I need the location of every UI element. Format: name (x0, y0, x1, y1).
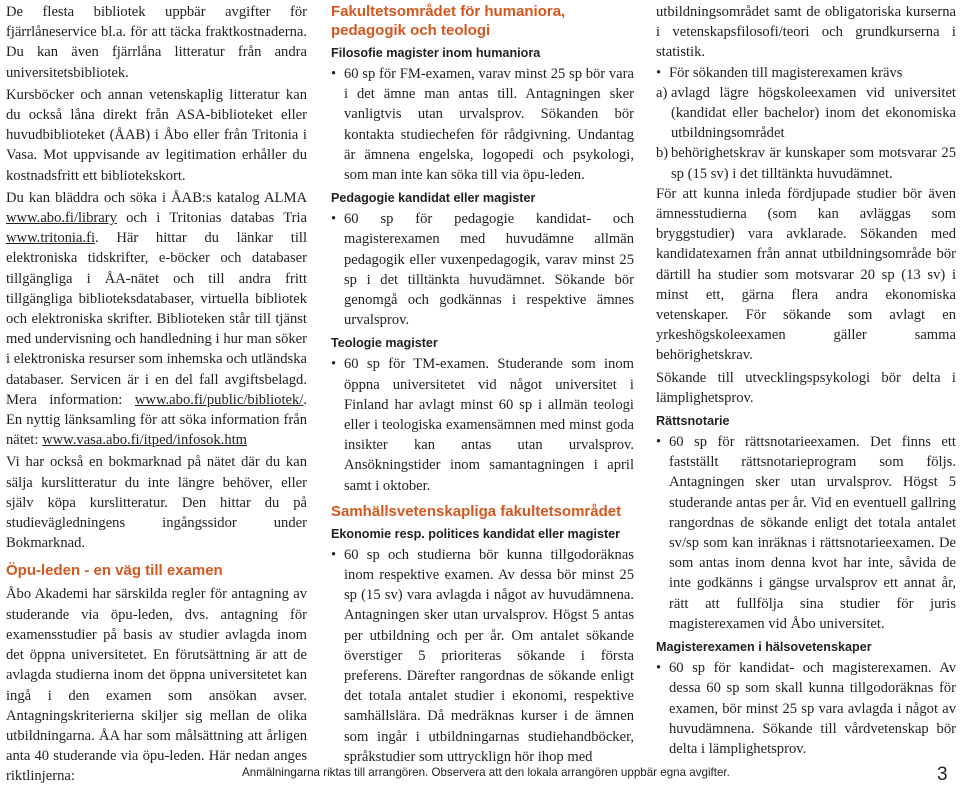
item-b (656, 143, 956, 183)
bullet-fm: • 60 sp för FM-examen, varav minst 25 sp bör vara i det ämne man antas till. Antagningen sker vanligtvis utan urvalsprov. Sökanden bör kontakta studiechefen för rådgivning. Undantag är ämnena engelska, logopedi och psykologi, som man inte kan söka till via öpu-leden. (331, 64, 634, 185)
link-tritonia[interactable]: www.tritonia.fi (6, 230, 96, 247)
link-infosok[interactable]: www.vasa.abo.fi/itped/infosok.htm (42, 432, 248, 449)
subheading-teologie: Teologie magister (331, 336, 438, 351)
column-middle (331, 2, 634, 767)
paragraph-opu-leden: Åbo Akademi har särskilda regler för antagning av studerande via öpu-leden, dvs. antagning för examensstudier på basis av studier avlagda inom det öppna universitetet. En förutsättning är att de avlagda studierna inom det öppna universitetet kan ingå i den examen som ansökan avser. Antagningskriterierna skiljer sig mellan de olika utbildningarna. ÅA har som målsättning att årligen anta 40 studerande via öpu-leden. Här nedan anges riktlinjerna: (6, 586, 307, 785)
bullet-ekonomie: • 60 sp och studierna bör kunna tillgodoräknas inom respektive examen. Av dessa bör minst 25 sp (15 sv) vara avlagda i något av huvudämnena. Antagningen sker utan urvalsprov. Högst 5 antas per utbildning och per år. Om antalet sökande överstiger 5 prioriteras sökande i första preferens. Därefter rangordnas de sökande enligt det totala antalet studier i ekonomi, respektive samhällslära. Då medräknas kurser i de ämnen som ingår i utbildningarnas studiehandböcker, språkstudier som uttrycklign hör ihop med (331, 545, 634, 767)
catalog-text-1: Du kan bläddra och söka i ÅAB:s katalog ALMA (6, 189, 307, 206)
catalog-text-3: . Här hittar du länkar till elektroniska tidskrifter, e-böcker och databaser tillgängliga i ÅA-nätet och till andra fritt tillgängliga biblioteksdatabaser, virtuella bibliotek och elektroniska skrifter. Biblioteken står till tjänst med undervisning och handledning i hur man söker i elektroniska resurser som inhemska och utländska databaser. Servicen är i en del fall avgiftsbelagd. Mera information: (6, 230, 307, 408)
subheading-rattsnotarie: Rättsnotarie (656, 414, 730, 429)
item-a-label: a) (656, 84, 668, 101)
heading-humaniora: Fakultetsområdet för humaniora, pedagogik och teologi (331, 3, 566, 39)
subheading-ekonomie: Ekonomie resp. politices kandidat eller magister (331, 526, 621, 541)
subheading-pedagogie: Pedagogie kandidat eller magister (331, 191, 536, 206)
link-abo-public-bibliotek[interactable]: www.abo.fi/public/bibliotek/ (134, 391, 304, 408)
paragraph-psychology: Sökande till utvecklingspsykologi bör delta i lämplighetsprov. (656, 369, 956, 406)
footer-note: Anmälningarna riktas till arrangören. Observera att den lokala arrangören uppbär egna avgifter. (242, 766, 730, 779)
bullet-halsovetenskaper: • 60 sp för kandidat- och magisterexamen. Av dessa 60 sp som skall kunna tillgodoräknas för examen, bör minst 25 sp vara avlagda i något av huvudämnena. Sökande till vårdvetenskap bör delta i lämplighetsprov. (656, 658, 956, 759)
bullet-pedagogie: • 60 sp för pedagogie kandidat- och magisterexamen med huvudämne allmän pedagogik eller vuxenpedagogik, varav minst 25 sp i det tilltänkta huvudämnet. Sökande bör genomgå och godkännas i respektive ämnes urvalsprov. (331, 209, 634, 330)
heading-samhallsvetenskap: Samhällsvetenskapliga fakultetsområdet (331, 502, 622, 520)
item-a (656, 83, 956, 144)
catalog-text-4: . En nyttig länksamling för att söka information från nätet: (6, 391, 307, 449)
paragraph-interlibrary-loan: De flesta bibliotek uppbär avgifter för fjärrlåneservice bl.a. för att täcka fraktkostnaderna. Du kan även fjärrlåna litteratur från andra universitetsbibliotek. (6, 4, 307, 81)
subheading-fm: Filosofie magister inom humaniora (331, 46, 541, 60)
item-a-text: avlagd lägre högskoleexamen vid universitet (kandidat eller bachelor) inom det ekonomiska utbildningsområdet (671, 84, 956, 142)
item-b-label: b) (656, 145, 669, 162)
column-left (6, 2, 307, 787)
paragraph-continuation: utbildningsområdet samt de obligatoriska kurserna i vetenskapsfilosofi/teori och grundkurserna i statistik. (656, 4, 956, 61)
column-right (656, 2, 956, 759)
link-abo-library[interactable]: www.abo.fi/library (6, 210, 117, 227)
page-number: 3 (937, 764, 948, 785)
paragraph-course-books: Kursböcker och annan vetenskaplig litteratur kan du också låna direkt från ASA-biblioteket eller huvudbiblioteket (ÅAB) i Åbo eller från Tritonia i Vasa. Mot uppvisande av legitimation erhåller du kostnadsfritt ett bibliotekskort. (6, 86, 307, 184)
paragraph-catalog (6, 188, 307, 451)
paragraph-book-market: Vi har också en bokmarknad på nätet där du kan sälja kurslitteratur du inte längre behöver, eller själv köpa kurslitteratur. Den hittar du på studievägledningens ingångssidor under Bokmarknad. (6, 454, 307, 552)
bullet-rattsnotarie: • 60 sp för rättsnotarieexamen. Det finns ett fastställt rättsnotarieprogram som följs. Antagningen sker utan urvalsprov. Högst 5 studerande antas per år. Vid en eventuell gallring rangordnas de sökande enligt det totala antalet sv/sp som kan inräknas i rättsnotarieexamen. De som antas inom denna kvot har inte, såvida de inte godkänns i gängse urvalsprov ett annat år, rätt att fullfölja sina studier för juris magisterexamen vid Åbo universitet. (656, 432, 956, 634)
item-b-text: behörighetskrav är kunskaper som motsvarar 25 sp (15 sv) i det tilltänkta huvudämnet. (671, 145, 956, 182)
paragraph-advanced-studies: För att kunna inleda fördjupade studier bör även ämnesstudierna (som kan avläggas som bryggstudier) vara avklarade. Sökanden med kandidatexamen från annat utbildningsområde bör därtill ha studier som motsvarar 20 sp (13 sv) i minst ett, gärna flera andra ekonomiska vetenskaper. För sökande som avlagt en yrkeshögskoleexamen gäller samma behörighetskrav. (656, 185, 956, 364)
heading-opu-leden: Öpu-leden - en väg till examen (6, 562, 223, 580)
bullet-teologie: • 60 sp för TM-examen. Studerande som inom öppna universitetet vid något universitet i Finland har avlagt minst 60 sp i allmän teologi eller i teologiska examensämnen med minst goda insikter kan antas utan urvalsprov. Ansökningstider inom samantagningen i april samt i oktober. (331, 354, 634, 495)
catalog-text-2: och i Tritonias databas Tria (116, 210, 307, 227)
subheading-halsovetenskaper: Magisterexamen i hälsovetenskaper (656, 640, 872, 655)
bullet-magister-requirements: • För sökanden till magisterexamen krävs (656, 63, 956, 83)
